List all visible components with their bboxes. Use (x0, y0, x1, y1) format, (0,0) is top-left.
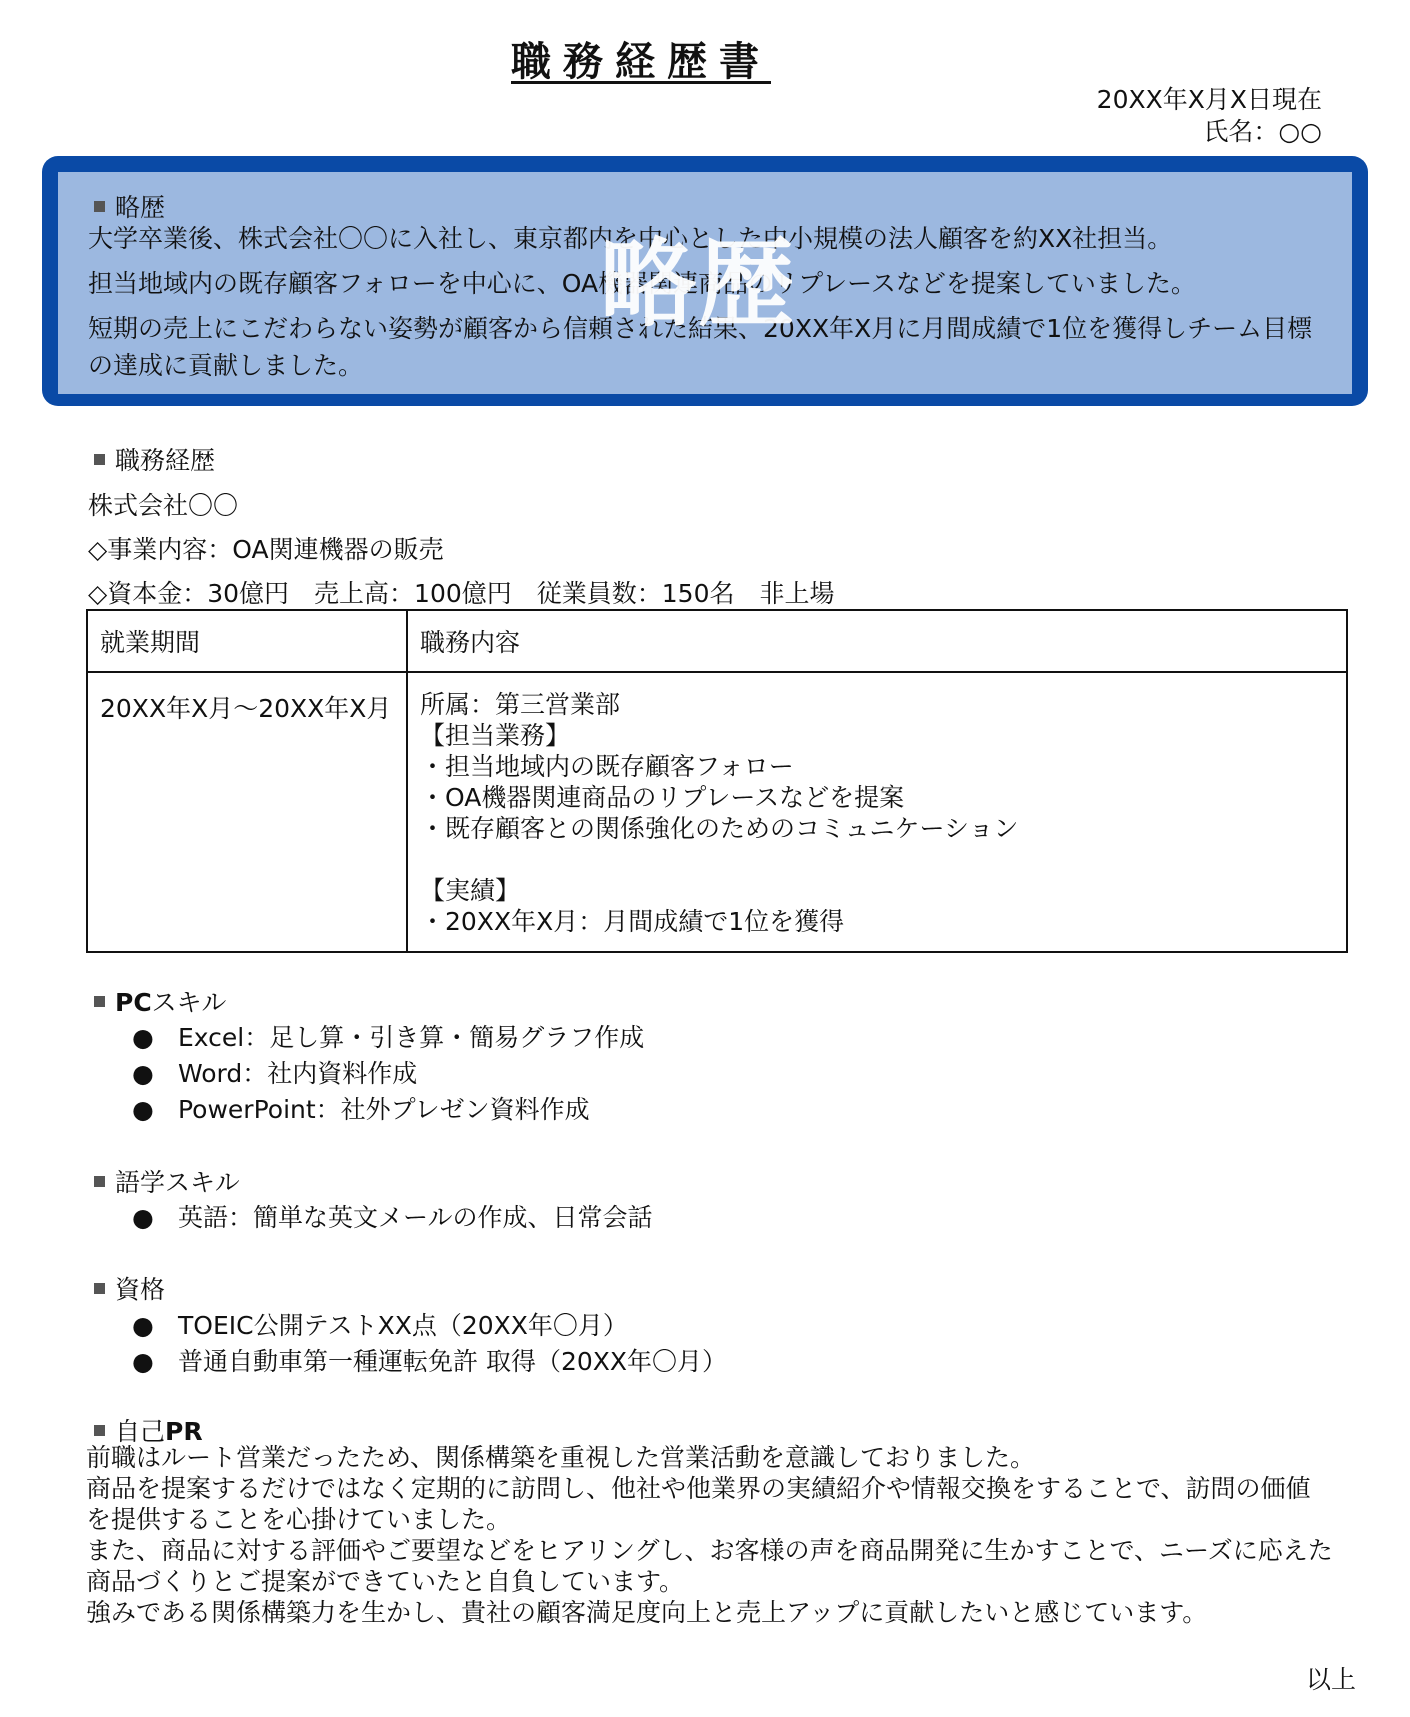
company-name: 株式会社〇〇 (88, 491, 239, 520)
document-title: 職務経歴書 (511, 39, 771, 85)
self-pr-heading: 自己PR (94, 1412, 203, 1448)
pr-line: を提供することを心掛けていました。 (86, 1505, 512, 1534)
square-bullet-icon (94, 1283, 105, 1294)
list-item: ● TOEIC公開テストXX点（20XX年〇月） (132, 1311, 628, 1340)
table-header-row (87, 610, 1347, 672)
table-header-period: 就業期間 (87, 610, 407, 672)
list-item: ● 普通自動車第一種運転免許 取得（20XX年〇月） (132, 1347, 728, 1376)
pr-line: また、商品に対する評価やご要望などをヒアリングし、お客様の声を商品開発に生かすことで、ニーズに応えた (86, 1536, 1333, 1565)
bullet-icon: ● (132, 1095, 154, 1124)
closing-mark: 以上 (1305, 1665, 1356, 1694)
duty-line: 所属：第三営業部 (420, 690, 621, 719)
qualifications-heading: 資格 (94, 1270, 165, 1306)
language-heading: 語学スキル (94, 1163, 240, 1199)
summary-line: 大学卒業後、株式会社〇〇に入社し、東京都内を中心とした中小規模の法人顧客を約XX社担当。 (88, 224, 1173, 253)
pr-line: 商品づくりとご提案ができていたと自負しています。 (86, 1567, 685, 1596)
career-table (86, 609, 1348, 953)
square-bullet-icon (94, 1425, 105, 1436)
duty-line: ・担当地域内の既存顧客フォロー (420, 752, 794, 781)
square-bullet-icon (94, 454, 105, 465)
bullet-icon: ● (132, 1203, 154, 1232)
duty-line: 【担当業務】 (420, 721, 571, 750)
bullet-icon: ● (132, 1347, 154, 1376)
list-item: ● Excel：足し算・引き算・簡易グラフ作成 (132, 1023, 645, 1052)
bullet-icon: ● (132, 1059, 154, 1088)
summary-overlay-title: 略歴 (600, 228, 796, 340)
summary-line: 担当地域内の既存顧客フォローを中心に、OA機器関連商品のリプレースなどを提案していました。 (88, 269, 1196, 298)
pc-skills-heading: PCスキル (94, 983, 226, 1019)
list-item: ● 英語：簡単な英文メールの作成、日常会話 (132, 1203, 653, 1232)
company-business: ◇事業内容：OA関連機器の販売 (88, 535, 444, 564)
career-heading: 職務経歴 (94, 441, 215, 477)
list-item: ● Word：社内資料作成 (132, 1059, 418, 1088)
pr-line: 前職はルート営業だったため、関係構築を重視した営業活動を意識しておりました。 (86, 1443, 1036, 1472)
list-item: ● PowerPoint：社外プレゼン資料作成 (132, 1095, 590, 1124)
square-bullet-icon (94, 201, 105, 212)
summary-heading: 略歴 (94, 188, 165, 224)
table-row (87, 672, 1347, 952)
table-header-duties: 職務内容 (407, 610, 1347, 672)
duty-spacer (420, 844, 1334, 875)
bullet-icon: ● (132, 1311, 154, 1340)
self-pr-body (86, 1442, 1333, 1628)
company-capital: ◇資本金：30億円 売上高：100億円 従業員数：150名 非上場 (88, 579, 835, 608)
document-date: 20XX年X月X日現在 (1096, 85, 1322, 114)
square-bullet-icon (94, 996, 105, 1007)
duty-line: ・既存顧客との関係強化のためのコミュニケーション (420, 814, 1019, 843)
pr-line: 強みである関係構築力を生かし、貴社の顧客満足度向上と売上アップに貢献したいと感じています。 (86, 1598, 1208, 1627)
applicant-name: 氏名：○○ (1203, 117, 1322, 146)
square-bullet-icon (94, 1176, 105, 1187)
duty-line: ・20XX年X月：月間成績で1位を獲得 (420, 907, 845, 936)
pr-line: 商品を提案するだけではなく定期的に訪問し、他社や他業界の実績紹介や情報交換をすることで、訪問の価値 (86, 1474, 1311, 1503)
bullet-icon: ● (132, 1023, 154, 1052)
duty-line: 【実績】 (420, 876, 521, 905)
duty-line: ・OA機器関連商品のリプレースなどを提案 (420, 783, 905, 812)
summary-line: 短期の売上にこだわらない姿勢が顧客から信頼された結果、20XX年X月に月間成績で1位を獲得しチーム目標 (88, 314, 1313, 343)
work-period: 20XX年X月～20XX年X月 (87, 672, 407, 952)
summary-line: の達成に貢献しました。 (88, 351, 364, 380)
work-duties (407, 672, 1347, 952)
